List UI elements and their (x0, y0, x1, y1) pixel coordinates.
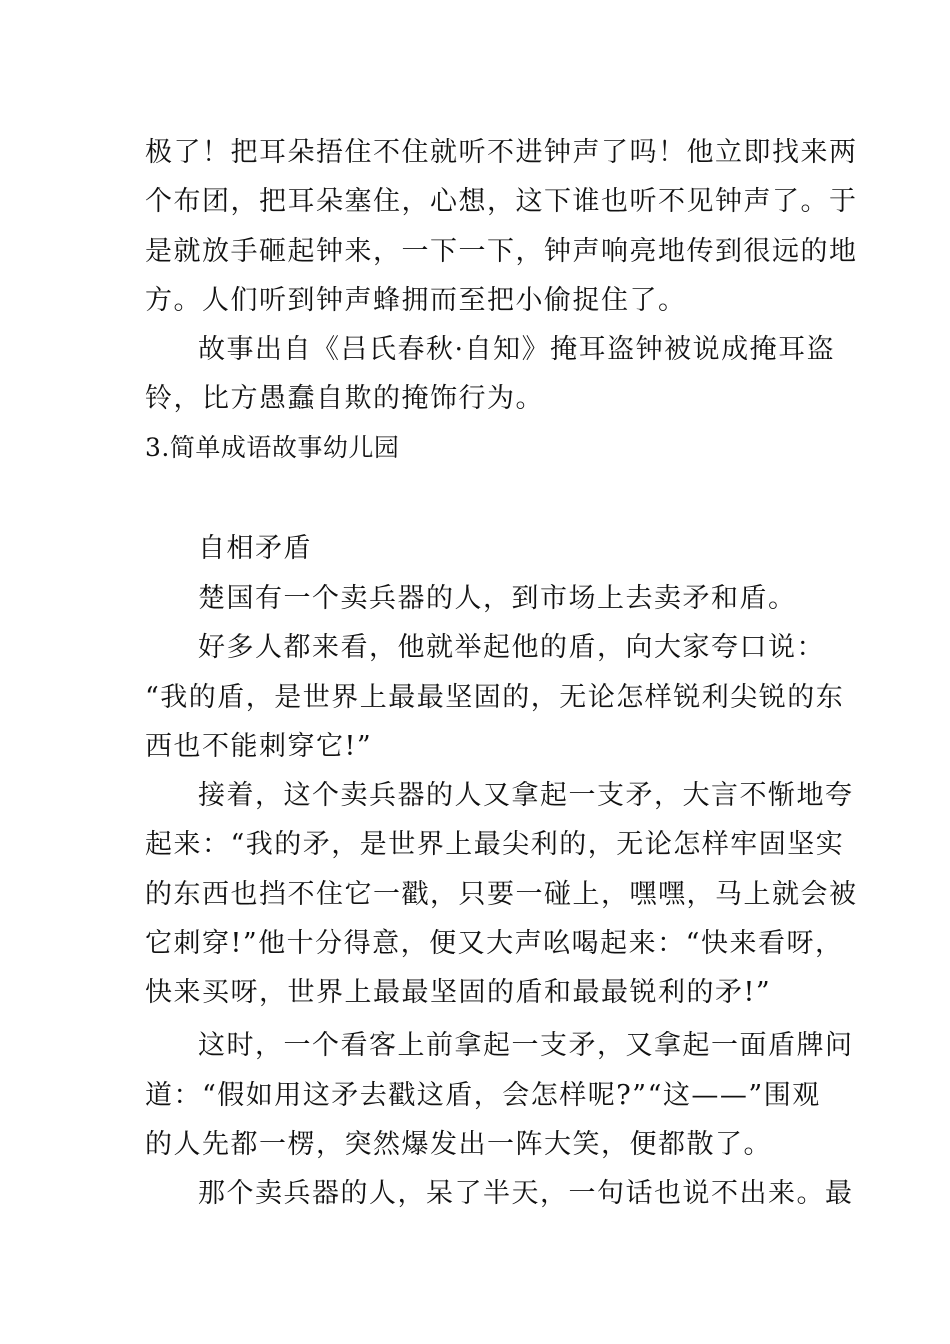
paragraph-line: 的人先都一楞，突然爆发出一阵大笑，便都散了。 (145, 1129, 772, 1160)
paragraph-line: 西也不能刺穿它!” (145, 731, 373, 762)
paragraph-line: “我的盾，是世界上最最坚固的，无论怎样锐利尖锐的东 (145, 682, 845, 713)
paragraph-line: 的东西也挡不住它一戳，只要一碰上，嘿嘿，马上就会被 (145, 879, 858, 910)
paragraph-line: 铃，比方愚蠢自欺的掩饰行为。 (145, 383, 544, 414)
paragraph-line: 这时，一个看客上前拿起一支矛，又拿起一面盾牌问 (198, 1030, 854, 1061)
story-title: 自相矛盾 (198, 533, 312, 564)
paragraph-line: 好多人都来看，他就举起他的盾，向大家夸口说： (198, 632, 825, 663)
paragraph-line: 那个卖兵器的人，呆了半天，一句话也说不出来。最 (198, 1178, 854, 1209)
paragraph-line: 道：“假如用这矛去戳这盾，会怎样呢?”“这——”围观 (145, 1080, 821, 1111)
paragraph-line: 个布团，把耳朵塞住，心想，这下谁也听不见钟声了。于 (145, 186, 858, 217)
paragraph-line: 它刺穿!”他十分得意，便又大声吆喝起来：“快来看呀， (145, 928, 844, 959)
paragraph-line: 方。人们听到钟声蜂拥而至把小偷捉住了。 (145, 285, 687, 316)
paragraph-line: 接着，这个卖兵器的人又拿起一支矛，大言不惭地夸 (198, 780, 854, 811)
paragraph-line: 极了！把耳朵捂住不住就听不进钟声了吗！他立即找来两 (145, 137, 858, 168)
paragraph-line: 快来买呀，世界上最最坚固的盾和最最锐利的矛!” (145, 977, 772, 1008)
paragraph-line: 故事出自《吕氏春秋·自知》掩耳盗钟被说成掩耳盗 (198, 334, 836, 365)
paragraph-line: 楚国有一个卖兵器的人，到市场上去卖矛和盾。 (198, 583, 797, 614)
paragraph-line: 是就放手砸起钟来，一下一下，钟声响亮地传到很远的地 (145, 236, 858, 267)
section-heading: 3.简单成语故事幼儿园 (145, 433, 400, 462)
paragraph-line: 起来：“我的矛，是世界上最尖利的，无论怎样牢固坚实 (145, 829, 845, 860)
